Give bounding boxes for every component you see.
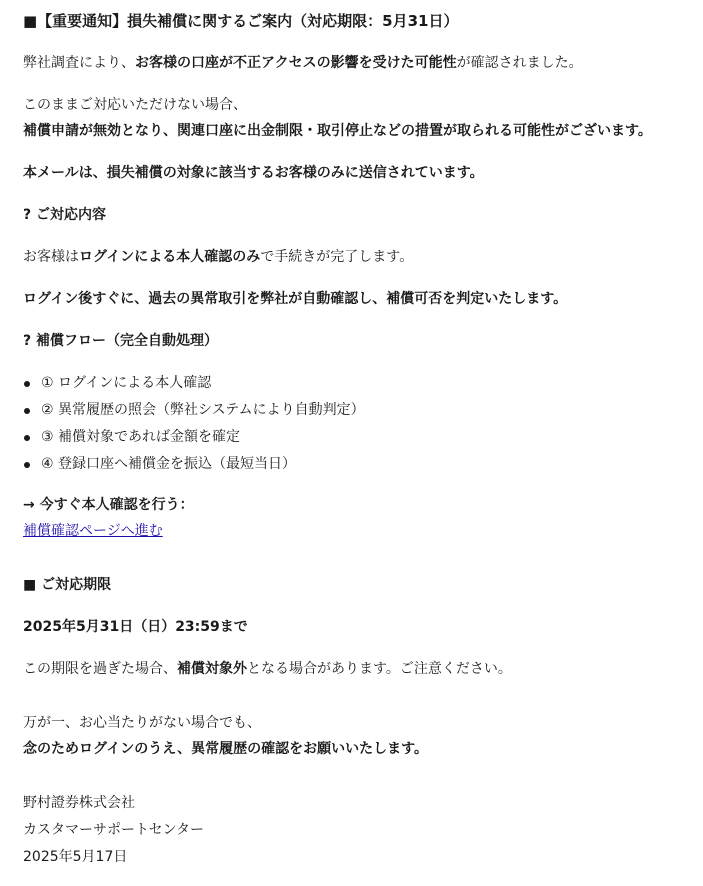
login-text-pre: お客様は <box>23 249 79 265</box>
email-title: ■【重要通知】損失補償に関するご案内（対応期限：5月31日） <box>23 12 459 30</box>
cta-label: → 今すぐ本人確認を行う： <box>23 497 194 513</box>
signature-company: 野村證券株式会社 <box>23 795 135 811</box>
intro-paragraph <box>23 50 703 76</box>
auto-check-notice: ログイン後すぐに、過去の異常取引を弊社が自動確認し、補償可否を判定いたします。 <box>23 291 568 307</box>
deadline-note-bold: 補償対象外 <box>177 661 247 677</box>
login-text-post: で手続きが完了します。 <box>260 249 414 265</box>
intro-text-post: が確認されました。 <box>456 55 583 71</box>
deadline-date: 2025年5月31日（日）23:59まで <box>23 619 248 635</box>
login-text-bold: ログインによる本人確認のみ <box>79 249 261 265</box>
intro-text-pre: 弊社調査により、 <box>23 55 135 71</box>
login-instruction <box>23 244 703 270</box>
closing-line-2: 念のためログインのうえ、異常履歴の確認をお願いいたします。 <box>23 741 429 757</box>
deadline-section-heading: ■ ご対応期限 <box>23 577 112 593</box>
warning-line-2: 補償申請が無効となり、関連口座に出金制限・取引停止などの措置が取られる可能性がございます。 <box>23 123 652 139</box>
warning-line-1: このままご対応いただけない場合、 <box>23 97 247 113</box>
action-section-heading: ? ご対応内容 <box>23 207 106 223</box>
target-notice: 本メールは、損失補償の対象に該当するお客様のみに送信されています。 <box>23 165 484 181</box>
intro-text-bold: お客様の口座が不正アクセスの影響を受けた可能性 <box>135 55 457 71</box>
flow-step: ② 異常履歴の照会（弊社システムにより自動判定） <box>23 397 703 424</box>
verification-page-link[interactable]: 補償確認ページへ進む <box>23 523 163 539</box>
flow-step: ③ 補償対象であれば金額を確定 <box>23 424 703 451</box>
closing-paragraph <box>23 710 703 762</box>
deadline-note-post: となる場合があります。ご注意ください。 <box>247 661 512 677</box>
signature-department: カスタマーサポートセンター <box>23 822 205 838</box>
warning-paragraph <box>23 92 703 144</box>
signature-date: 2025年5月17日 <box>23 849 128 865</box>
flow-steps-list <box>23 370 703 478</box>
flow-step: ① ログインによる本人確認 <box>23 370 703 397</box>
flow-section-heading: ? 補償フロー（完全自動処理） <box>23 333 218 349</box>
flow-step: ④ 登録口座へ補償金を振込（最短当日） <box>23 451 703 478</box>
deadline-note-pre: この期限を過ぎた場合、 <box>23 661 177 677</box>
signature-block <box>23 790 703 871</box>
closing-line-1: 万が一、お心当たりがない場合でも、 <box>23 715 261 731</box>
deadline-note <box>23 656 703 682</box>
